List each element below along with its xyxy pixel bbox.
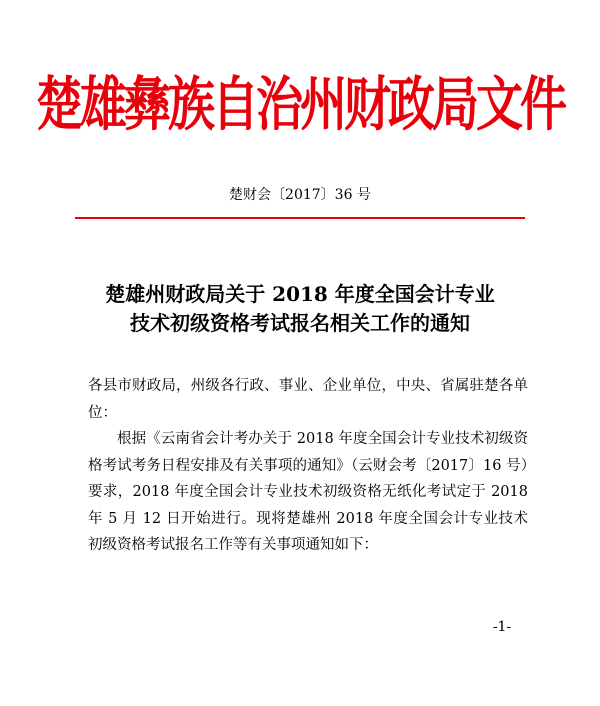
masthead-title: 楚雄彝族自治州财政局文件 bbox=[36, 70, 564, 140]
recipients-paragraph: 各县市财政局，州级各行政、事业、企业单位，中央、省属驻楚各单位： bbox=[88, 378, 528, 421]
document-number: 楚财会〔2017〕36 号 bbox=[229, 187, 371, 203]
page-number: -1- bbox=[492, 619, 512, 635]
main-paragraph: 根据《云南省会计考办关于 2018 年度全国会计专业技术初级资格考试考务日程安排及有关事项的通知》（云财会考〔2017〕16 号）要求，2018 年度全国会计专业技术初级资格无纸化考试定于 2018 年 5 月 12 日开始进行。现将楚雄州 2018 年度全国会计专业技术初级资格考试报名工作等有关事项通知如下： bbox=[88, 431, 528, 553]
notice-body bbox=[88, 373, 528, 559]
notice-title-line-2: 技术初级资格考试报名相关工作的通知 bbox=[130, 311, 470, 335]
notice-title bbox=[0, 280, 600, 338]
red-separator-line bbox=[75, 217, 525, 219]
notice-title-line-1: 楚雄州财政局关于 2018 年度全国会计专业 bbox=[105, 282, 495, 306]
